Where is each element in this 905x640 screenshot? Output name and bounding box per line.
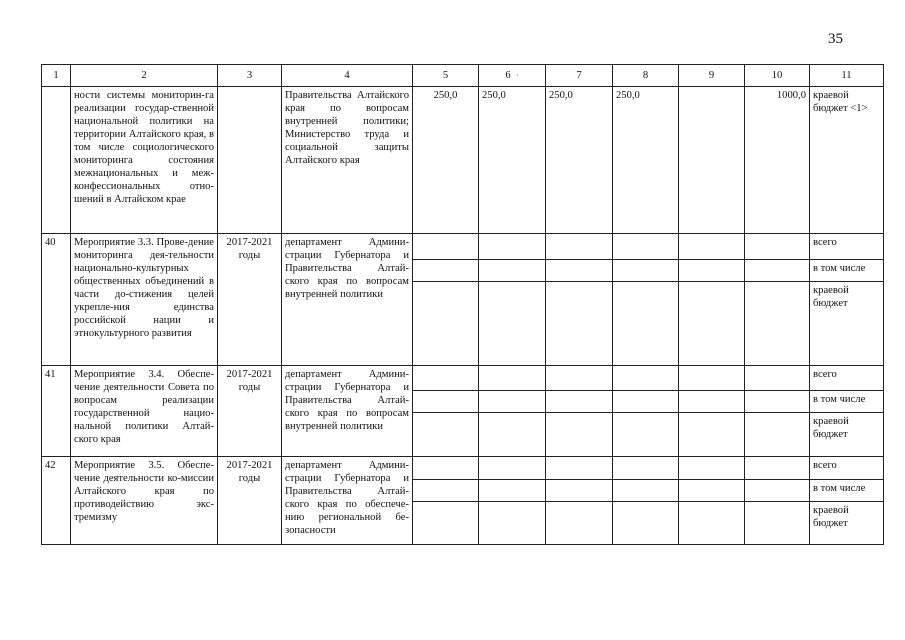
header-cell: 2 (71, 65, 218, 87)
table-row (42, 87, 884, 234)
value-cell (479, 413, 546, 457)
row-number (42, 87, 71, 234)
value-cell (479, 502, 546, 545)
measure-name: ности системы мониторин-га реализации государ-ственной национальной политики на территории Алтайского края, в том числе социологического мониторинга состояния межнациональных и меж-конфессиональных отно-шений в Алтайском крае (71, 87, 218, 234)
value-cell (679, 413, 745, 457)
value-cell (546, 457, 613, 480)
value-cell (546, 234, 613, 260)
value-2018: 250,0 (479, 87, 546, 234)
value-cell (745, 234, 810, 260)
value-cell (679, 457, 745, 480)
value-cell (613, 234, 679, 260)
program-table (41, 64, 884, 545)
executor: департамент Админи-страции Губернатора и Правительства Алтай-ского края по вопросам внутренней политики (282, 234, 413, 366)
value-cell (679, 502, 745, 545)
header-cell: 4 (282, 65, 413, 87)
table-row (42, 457, 884, 480)
funding-source: краевой бюджет (810, 502, 884, 545)
header-cell: 1 (42, 65, 71, 87)
value-cell (479, 457, 546, 480)
header-cell: 7 (546, 65, 613, 87)
header-cell: 11 (810, 65, 884, 87)
row-number: 41 (42, 366, 71, 457)
value-cell (413, 366, 479, 391)
value-cell (679, 260, 745, 282)
funding-source: краевой бюджет <1> (810, 87, 884, 234)
value-cell (679, 391, 745, 413)
header-cell: 10 (745, 65, 810, 87)
value-cell (479, 260, 546, 282)
header-cell (479, 65, 546, 87)
value-cell (745, 413, 810, 457)
measure-name: Мероприятие 3.4. Обеспе-чение деятельности Совета по вопросам реализации государственной нацио-нальной политики Алтай-ского края (71, 366, 218, 457)
value-cell (546, 260, 613, 282)
value-cell (679, 366, 745, 391)
value-cell (745, 502, 810, 545)
value-2020: 250,0 (613, 87, 679, 234)
value-2021 (679, 87, 745, 234)
value-cell (613, 260, 679, 282)
value-cell (613, 457, 679, 480)
header-cell: 9 (679, 65, 745, 87)
value-cell (479, 234, 546, 260)
value-cell (745, 260, 810, 282)
table-row (42, 234, 884, 260)
value-cell (745, 480, 810, 502)
value-cell (413, 391, 479, 413)
value-total: 1000,0 (745, 87, 810, 234)
funding-source: в том числе (810, 260, 884, 282)
value-cell (546, 480, 613, 502)
row-number: 42 (42, 457, 71, 545)
header-cell: 8 (613, 65, 679, 87)
header-row (42, 65, 884, 87)
header-cell: 3 (218, 65, 282, 87)
value-cell (546, 502, 613, 545)
value-cell (479, 391, 546, 413)
value-2017: 250,0 (413, 87, 479, 234)
funding-source: всего (810, 366, 884, 391)
period: 2017-2021 годы (218, 366, 282, 457)
value-cell (613, 413, 679, 457)
value-cell (613, 282, 679, 366)
measure-name: Мероприятие 3.5. Обеспе-чение деятельности ко-миссии Алтайского края по противодействию экс-тремизму (71, 457, 218, 545)
value-cell (745, 457, 810, 480)
value-cell (613, 480, 679, 502)
value-cell (613, 391, 679, 413)
value-cell (413, 480, 479, 502)
value-cell (413, 457, 479, 480)
value-cell (479, 366, 546, 391)
value-cell (679, 234, 745, 260)
funding-source: всего (810, 457, 884, 480)
value-cell (479, 480, 546, 502)
funding-source: в том числе (810, 391, 884, 413)
period (218, 87, 282, 234)
value-cell (546, 413, 613, 457)
value-cell (745, 391, 810, 413)
funding-source: краевой бюджет (810, 413, 884, 457)
period: 2017-2021 годы (218, 457, 282, 545)
funding-source: краевой бюджет (810, 282, 884, 366)
value-cell (546, 391, 613, 413)
period: 2017-2021 годы (218, 234, 282, 366)
value-cell (745, 282, 810, 366)
value-cell (413, 282, 479, 366)
value-cell (613, 502, 679, 545)
executor: департамент Админи-страции Губернатора и Правительства Алтай-ского края по вопросам внутренней политики (282, 366, 413, 457)
page-number: 35 (828, 31, 843, 47)
scan-mark: · (515, 71, 519, 80)
value-cell (679, 480, 745, 502)
value-cell (745, 366, 810, 391)
value-2019: 250,0 (546, 87, 613, 234)
executor: департамент Админи-страции Губернатора и Правительства Алтай-ского края по обеспече-нию региональной бе-зопасности (282, 457, 413, 545)
value-cell (546, 366, 613, 391)
measure-name: Мероприятие 3.3. Прове-дение мониторинга дея-тельности национально-культурных общественных объединений в части до-стижения целей укрепле-ния единства российской нации и этнокультурного развития (71, 234, 218, 366)
header-cell: 5 (413, 65, 479, 87)
value-cell (413, 234, 479, 260)
value-cell (679, 282, 745, 366)
value-cell (413, 502, 479, 545)
value-cell (613, 366, 679, 391)
funding-source: в том числе (810, 480, 884, 502)
value-cell (413, 260, 479, 282)
value-cell (413, 413, 479, 457)
row-number: 40 (42, 234, 71, 366)
header-cell-label: 6 (505, 70, 511, 81)
funding-source: всего (810, 234, 884, 260)
value-cell (546, 282, 613, 366)
table-row (42, 366, 884, 391)
executor: Правительства Алтайского края по вопросам внутренней политики; Министерство труда и социальной защиты Алтайского края (282, 87, 413, 234)
value-cell (479, 282, 546, 366)
